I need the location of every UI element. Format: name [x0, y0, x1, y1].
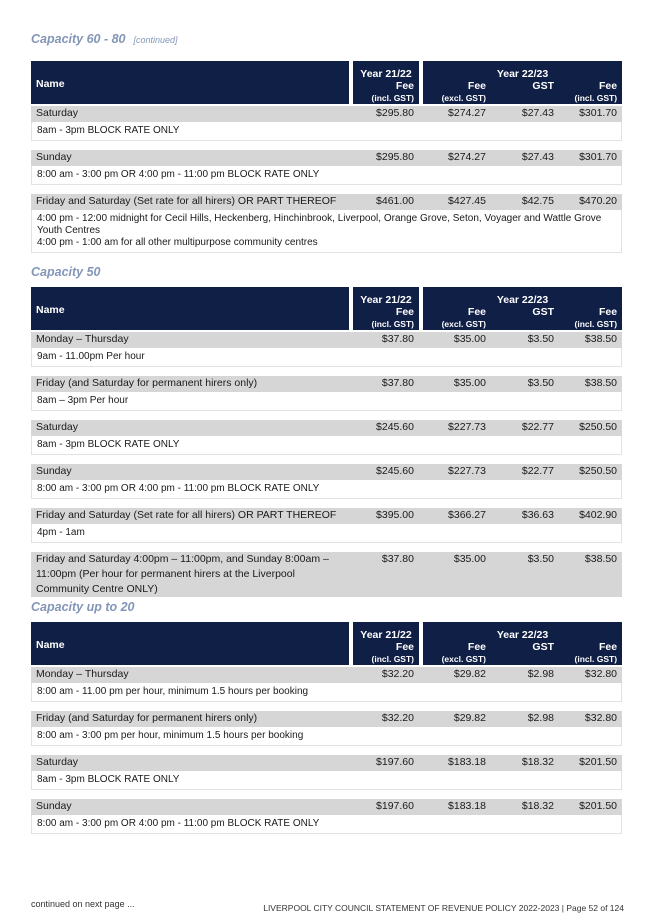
- table-row-detail: [31, 727, 622, 746]
- section-title: [31, 32, 178, 46]
- gst-note: (incl. GST): [371, 319, 414, 329]
- table-row: [31, 552, 622, 597]
- table-row: [31, 667, 622, 683]
- fee-2223-excl-gst: $274.27: [423, 106, 491, 122]
- table-row-detail: [31, 166, 622, 185]
- column-header-year-prev: Year 21/22: [353, 61, 419, 80]
- spacer-cell: [31, 702, 622, 711]
- fee-2223-incl-gst: $38.50: [559, 332, 622, 348]
- fee-item-name: Saturday: [31, 420, 349, 436]
- table-row: [31, 799, 622, 815]
- gst-2223: $3.50: [491, 552, 559, 597]
- column-header-year-prev: Year 21/22: [353, 622, 419, 641]
- column-header-fee-incl: [559, 306, 622, 330]
- spacer-cell: [31, 746, 622, 755]
- row-spacer: [31, 411, 622, 420]
- gst-2223: $27.43: [491, 106, 559, 122]
- gst-note: (incl. GST): [574, 654, 618, 664]
- column-header-gst: GST: [491, 641, 559, 665]
- fee-item-detail: 8am - 3pm BLOCK RATE ONLY: [31, 771, 622, 790]
- gst-note: (incl. GST): [371, 654, 414, 664]
- table-row: [31, 150, 622, 166]
- fee-item-detail: 8:00 am - 3:00 pm OR 4:00 pm - 11:00 pm BLOCK RATE ONLY: [31, 166, 622, 185]
- fee-item-detail: 8:00 am - 3:00 pm per hour, minimum 1.5 hours per booking: [31, 727, 622, 746]
- fee-item-name: Friday and Saturday (Set rate for all hirers) OR PART THEREOF: [31, 194, 349, 210]
- row-spacer: [31, 499, 622, 508]
- gst-2223: $22.77: [491, 464, 559, 480]
- row-spacer: [31, 185, 622, 194]
- fee-2122-incl-gst: $32.20: [353, 667, 419, 683]
- continued-footer: continued on next page ...: [31, 899, 135, 909]
- fee-item-detail: 4pm - 1am: [31, 524, 622, 543]
- fee-table: [31, 622, 622, 834]
- column-header-year-prev: Year 21/22: [353, 287, 419, 306]
- fee-2223-incl-gst: $250.50: [559, 420, 622, 436]
- fee-2223-incl-gst: $301.70: [559, 106, 622, 122]
- fee-item-name: Friday (and Saturday for permanent hirers only): [31, 376, 349, 392]
- table-row: [31, 332, 622, 348]
- table-row: [31, 106, 622, 122]
- fee-2223-excl-gst: $35.00: [423, 376, 491, 392]
- table-row-detail: [31, 348, 622, 367]
- fee-2223-excl-gst: $35.00: [423, 332, 491, 348]
- gst-2223: $2.98: [491, 667, 559, 683]
- table-row-detail: [31, 524, 622, 543]
- fee-2223-excl-gst: $227.73: [423, 464, 491, 480]
- fee-item-name: Sunday: [31, 799, 349, 815]
- column-header-fee-prev-incl: [353, 80, 419, 104]
- gst-note: (excl. GST): [441, 93, 486, 103]
- fee-label: Fee: [598, 80, 618, 92]
- column-header-year-curr: Year 22/23: [423, 61, 622, 80]
- fee-item-name: Monday – Thursday: [31, 332, 349, 348]
- gst-2223: $18.32: [491, 755, 559, 771]
- spacer-cell: [31, 543, 622, 552]
- fee-item-detail: 8:00 am - 3:00 pm OR 4:00 pm - 11:00 pm BLOCK RATE ONLY: [31, 480, 622, 499]
- table-row: [31, 376, 622, 392]
- table-row: [31, 711, 622, 727]
- column-header-fee-incl: [559, 641, 622, 665]
- table-row-detail: [31, 210, 622, 253]
- fee-2223-excl-gst: $29.82: [423, 711, 491, 727]
- fee-2223-incl-gst: $201.50: [559, 799, 622, 815]
- fee-label: Fee: [395, 641, 414, 653]
- fee-2122-incl-gst: $197.60: [353, 799, 419, 815]
- table-row-detail: [31, 392, 622, 411]
- fee-2122-incl-gst: $245.60: [353, 464, 419, 480]
- column-header-fee-excl: [423, 306, 491, 330]
- section-title-text: Capacity 50: [31, 265, 101, 279]
- fee-item-name: Friday (and Saturday for permanent hirers only): [31, 711, 349, 727]
- column-header-name: Name: [31, 622, 349, 665]
- column-header-year-curr: Year 22/23: [423, 287, 622, 306]
- fee-2223-excl-gst: $35.00: [423, 552, 491, 597]
- fee-2223-incl-gst: $301.70: [559, 150, 622, 166]
- gst-2223: $27.43: [491, 150, 559, 166]
- row-spacer: [31, 543, 622, 552]
- column-header-gst: GST: [491, 306, 559, 330]
- fee-2122-incl-gst: $32.20: [353, 711, 419, 727]
- fee-2223-excl-gst: $183.18: [423, 799, 491, 815]
- fee-2223-incl-gst: $38.50: [559, 552, 622, 597]
- column-header-fee-excl: [423, 641, 491, 665]
- fee-label: Fee: [598, 306, 618, 318]
- fee-2223-incl-gst: $32.80: [559, 711, 622, 727]
- fee-item-detail: 8:00 am - 3:00 pm OR 4:00 pm - 11:00 pm BLOCK RATE ONLY: [31, 815, 622, 834]
- fee-2223-excl-gst: $427.45: [423, 194, 491, 210]
- column-header-gst: GST: [491, 80, 559, 104]
- fee-item-name: Monday – Thursday: [31, 667, 349, 683]
- table-row: [31, 508, 622, 524]
- spacer-cell: [31, 499, 622, 508]
- table-row-detail: [31, 122, 622, 141]
- fee-2122-incl-gst: $245.60: [353, 420, 419, 436]
- table-row-detail: [31, 683, 622, 702]
- row-spacer: [31, 790, 622, 799]
- fee-2223-incl-gst: $38.50: [559, 376, 622, 392]
- gst-2223: $42.75: [491, 194, 559, 210]
- table-row: [31, 420, 622, 436]
- fee-2223-excl-gst: $227.73: [423, 420, 491, 436]
- fee-2122-incl-gst: $395.00: [353, 508, 419, 524]
- fee-item-name: Friday and Saturday (Set rate for all hirers) OR PART THEREOF: [31, 508, 349, 524]
- row-spacer: [31, 702, 622, 711]
- fee-2122-incl-gst: $37.80: [353, 376, 419, 392]
- column-header-fee-prev-incl: [353, 306, 419, 330]
- table-header-row: [31, 61, 622, 80]
- gst-note: (incl. GST): [574, 93, 618, 103]
- fee-2223-excl-gst: $183.18: [423, 755, 491, 771]
- row-spacer: [31, 367, 622, 376]
- gst-2223: $3.50: [491, 376, 559, 392]
- gst-2223: $18.32: [491, 799, 559, 815]
- spacer-cell: [31, 141, 622, 150]
- fee-2122-incl-gst: $461.00: [353, 194, 419, 210]
- fee-2223-incl-gst: $470.20: [559, 194, 622, 210]
- fee-item-detail: 8am - 3pm BLOCK RATE ONLY: [31, 436, 622, 455]
- row-spacer: [31, 746, 622, 755]
- fee-item-detail: 4:00 pm - 12:00 midnight for Cecil Hills, Heckenberg, Hinchinbrook, Liverpool, Orange Grove, Seton, Voyager and Wattle Grove Youth Centres 4:00 pm - 1:00 am for all other multipurpose community centres: [31, 210, 622, 253]
- table-row-detail: [31, 480, 622, 499]
- fee-item-name: Saturday: [31, 755, 349, 771]
- table-row: [31, 464, 622, 480]
- fee-2223-incl-gst: $250.50: [559, 464, 622, 480]
- gst-note: (excl. GST): [441, 319, 486, 329]
- spacer-cell: [31, 790, 622, 799]
- column-header-name: Name: [31, 61, 349, 104]
- gst-note: (excl. GST): [441, 654, 486, 664]
- fee-item-detail: 9am - 11.00pm Per hour: [31, 348, 622, 367]
- fee-table: [31, 61, 622, 253]
- fee-item-name: Saturday: [31, 106, 349, 122]
- fee-2223-incl-gst: $402.90: [559, 508, 622, 524]
- table-header-row: [31, 622, 622, 641]
- gst-2223: $2.98: [491, 711, 559, 727]
- gst-2223: $22.77: [491, 420, 559, 436]
- column-header-name: Name: [31, 287, 349, 330]
- spacer-cell: [31, 185, 622, 194]
- fee-item-name: Friday and Saturday 4:00pm – 11:00pm, and Sunday 8:00am – 11:00pm (Per hour for permanent hirers at the Liverpool Community Centre ONLY): [31, 552, 349, 597]
- row-spacer: [31, 455, 622, 464]
- gst-2223: $36.63: [491, 508, 559, 524]
- fee-table: [31, 287, 622, 597]
- section-title-text: Capacity up to 20: [31, 600, 135, 614]
- fee-item-name: Sunday: [31, 464, 349, 480]
- fee-2122-incl-gst: $37.80: [353, 552, 419, 597]
- document-footer: LIVERPOOL CITY COUNCIL STATEMENT OF REVENUE POLICY 2022-2023 | Page 52 of 124: [263, 903, 624, 913]
- column-header-fee-prev-incl: [353, 641, 419, 665]
- gst-2223: $3.50: [491, 332, 559, 348]
- fee-2122-incl-gst: $295.80: [353, 106, 419, 122]
- fee-label: Fee: [467, 306, 486, 318]
- section-title: [31, 265, 100, 279]
- table-header-row: [31, 287, 622, 306]
- column-header-fee-excl: [423, 80, 491, 104]
- fee-2223-incl-gst: $32.80: [559, 667, 622, 683]
- table-row-detail: [31, 815, 622, 834]
- gst-note: (incl. GST): [574, 319, 618, 329]
- section-title-text: Capacity 60 - 80: [31, 32, 126, 46]
- spacer-cell: [31, 367, 622, 376]
- fee-2223-incl-gst: $201.50: [559, 755, 622, 771]
- table-row-detail: [31, 771, 622, 790]
- fee-item-name: Sunday: [31, 150, 349, 166]
- column-header-fee-incl: [559, 80, 622, 104]
- table-row: [31, 755, 622, 771]
- fee-item-detail: 8:00 am - 11.00 pm per hour, minimum 1.5 hours per booking: [31, 683, 622, 702]
- spacer-cell: [31, 455, 622, 464]
- fee-2122-incl-gst: $197.60: [353, 755, 419, 771]
- fee-2223-excl-gst: $29.82: [423, 667, 491, 683]
- gst-note: (incl. GST): [371, 93, 414, 103]
- table-row-detail: [31, 436, 622, 455]
- row-spacer: [31, 141, 622, 150]
- fee-label: Fee: [598, 641, 618, 653]
- fee-label: Fee: [467, 641, 486, 653]
- fee-2122-incl-gst: $295.80: [353, 150, 419, 166]
- fee-2122-incl-gst: $37.80: [353, 332, 419, 348]
- table-row: [31, 194, 622, 210]
- fee-item-detail: 8am - 3pm BLOCK RATE ONLY: [31, 122, 622, 141]
- fee-2223-excl-gst: $366.27: [423, 508, 491, 524]
- fee-label: Fee: [395, 306, 414, 318]
- fee-item-detail: 8am – 3pm Per hour: [31, 392, 622, 411]
- fee-2223-excl-gst: $274.27: [423, 150, 491, 166]
- continued-note: [continued]: [133, 35, 178, 45]
- spacer-cell: [31, 411, 622, 420]
- fee-label: Fee: [467, 80, 486, 92]
- section-title: [31, 600, 135, 614]
- column-header-year-curr: Year 22/23: [423, 622, 622, 641]
- fee-label: Fee: [395, 80, 414, 92]
